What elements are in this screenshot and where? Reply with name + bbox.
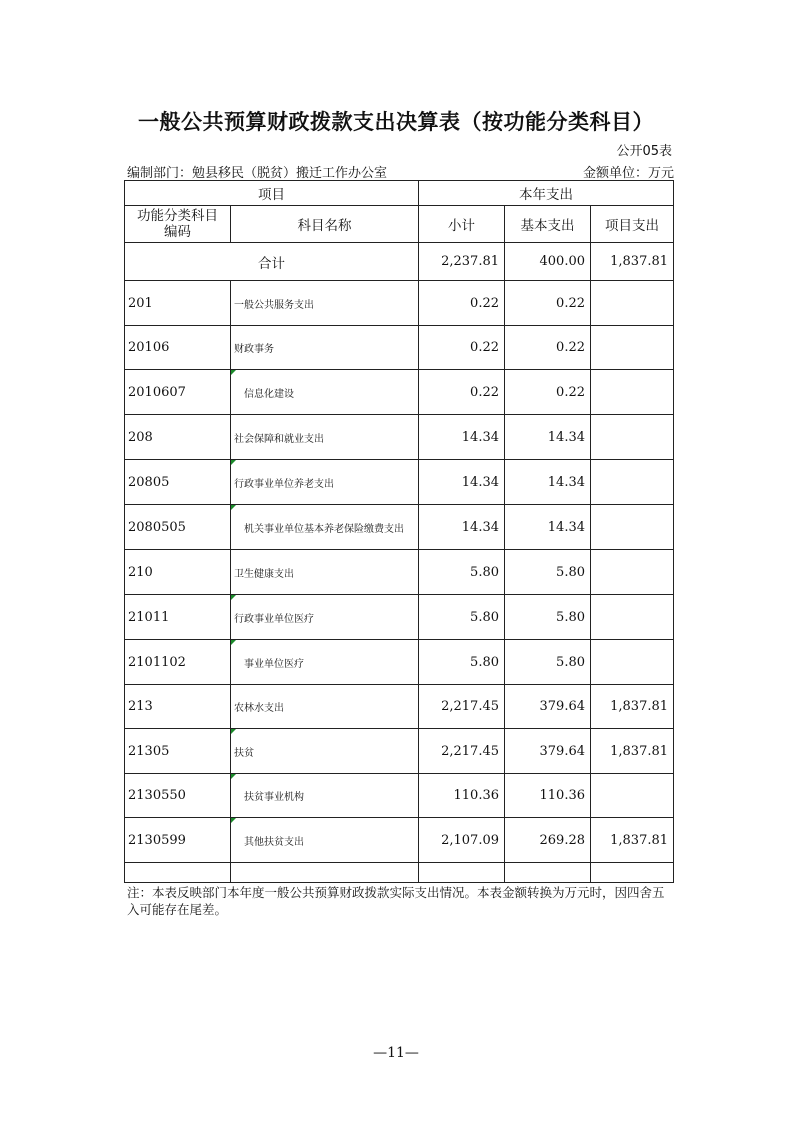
table-row — [125, 460, 674, 505]
row-name-text: 卫生健康支出 — [234, 568, 294, 580]
header-row-2 — [125, 206, 674, 243]
total-basic: 400.00 — [505, 243, 591, 281]
comment-marker-icon — [231, 818, 236, 823]
row-basic: 14.34 — [505, 505, 591, 550]
comment-marker-icon — [231, 595, 236, 600]
row-name-text: 其他扶贫支出 — [244, 836, 304, 848]
row-subtotal: 5.80 — [419, 595, 505, 640]
header-name: 科目名称 — [231, 206, 419, 243]
row-name — [231, 326, 419, 370]
row-name — [231, 281, 419, 326]
row-name-text: 财政事务 — [234, 344, 274, 355]
unit-row — [127, 162, 674, 180]
table-row — [125, 370, 674, 415]
row-name-text: 一般公共服务支出 — [234, 299, 314, 311]
header-annual: 本年支出 — [419, 181, 674, 206]
table-row — [125, 640, 674, 685]
row-subtotal: 0.22 — [419, 326, 505, 370]
row-project — [591, 505, 674, 550]
total-row — [125, 243, 674, 281]
row-subtotal: 5.80 — [419, 550, 505, 595]
header-code: 功能分类科目编码 — [125, 206, 231, 243]
header-row-1 — [125, 181, 674, 206]
row-name — [231, 818, 419, 863]
row-subtotal: 14.34 — [419, 505, 505, 550]
comment-marker-icon — [231, 460, 236, 465]
header-item: 项目 — [125, 181, 419, 206]
row-name — [231, 460, 419, 505]
row-basic: 379.64 — [505, 729, 591, 774]
footnote: 注：本表反映部门本年度一般公共预算财政拨款实际支出情况。本表金额转换为万元时，因四舍五入可能存在尾差。 — [127, 885, 665, 917]
row-code: 20106 — [125, 326, 231, 370]
row-code: 20805 — [125, 460, 231, 505]
table-row — [125, 550, 674, 595]
comment-marker-icon — [231, 505, 236, 510]
row-name-text: 信息化建设 — [244, 388, 294, 400]
row-code: 2080505 — [125, 505, 231, 550]
header-project: 项目支出 — [591, 206, 674, 243]
row-name — [231, 640, 419, 685]
row-code: 21305 — [125, 729, 231, 774]
row-project — [591, 550, 674, 595]
empty-row — [125, 863, 674, 883]
row-basic: 379.64 — [505, 685, 591, 729]
row-basic: 14.34 — [505, 415, 591, 460]
row-name-text: 机关事业单位基本养老保险缴费支出 — [244, 523, 404, 535]
row-name-text: 行政事业单位养老支出 — [234, 478, 334, 490]
row-name-text: 扶贫事业机构 — [244, 792, 304, 803]
comment-marker-icon — [231, 640, 236, 645]
row-project — [591, 326, 674, 370]
table-row — [125, 281, 674, 326]
row-subtotal: 14.34 — [419, 415, 505, 460]
row-basic: 0.22 — [505, 370, 591, 415]
header-subtotal: 小计 — [419, 206, 505, 243]
row-project — [591, 370, 674, 415]
table-row — [125, 685, 674, 729]
empty-cell — [125, 863, 231, 883]
row-project: 1,837.81 — [591, 685, 674, 729]
table-row — [125, 729, 674, 774]
row-project — [591, 460, 674, 505]
form-number: 公开05表 — [616, 144, 672, 159]
row-subtotal: 0.22 — [419, 370, 505, 415]
row-project: 1,837.81 — [591, 818, 674, 863]
row-code: 2130550 — [125, 774, 231, 818]
empty-cell — [505, 863, 591, 883]
empty-cell — [419, 863, 505, 883]
row-subtotal: 2,107.09 — [419, 818, 505, 863]
row-project: 1,837.81 — [591, 729, 674, 774]
row-name — [231, 505, 419, 550]
row-name-text: 社会保障和就业支出 — [234, 433, 324, 445]
row-code: 208 — [125, 415, 231, 460]
table-row — [125, 818, 674, 863]
row-code: 21011 — [125, 595, 231, 640]
row-basic: 5.80 — [505, 595, 591, 640]
empty-cell — [591, 863, 674, 883]
row-project — [591, 774, 674, 818]
row-code: 201 — [125, 281, 231, 326]
row-subtotal: 14.34 — [419, 460, 505, 505]
row-name — [231, 415, 419, 460]
row-subtotal: 0.22 — [419, 281, 505, 326]
row-name-text: 行政事业单位医疗 — [234, 613, 314, 625]
row-code: 210 — [125, 550, 231, 595]
budget-table — [124, 180, 674, 883]
row-code: 2101102 — [125, 640, 231, 685]
table-row — [125, 595, 674, 640]
comment-marker-icon — [231, 729, 236, 734]
row-name — [231, 550, 419, 595]
row-project — [591, 281, 674, 326]
row-code: 213 — [125, 685, 231, 729]
row-subtotal: 2,217.45 — [419, 729, 505, 774]
row-basic: 269.28 — [505, 818, 591, 863]
row-project — [591, 415, 674, 460]
total-project: 1,837.81 — [591, 243, 674, 281]
row-basic: 14.34 — [505, 460, 591, 505]
row-name-text: 农林水支出 — [234, 703, 284, 714]
row-subtotal: 2,217.45 — [419, 685, 505, 729]
empty-cell — [231, 863, 419, 883]
row-basic: 5.80 — [505, 550, 591, 595]
row-name-text: 事业单位医疗 — [244, 658, 304, 670]
row-name — [231, 370, 419, 415]
department-label: 编制部门：勉县移民（脱贫）搬迁工作办公室 — [127, 166, 388, 181]
row-subtotal: 5.80 — [419, 640, 505, 685]
row-subtotal: 110.36 — [419, 774, 505, 818]
row-name — [231, 729, 419, 774]
row-name — [231, 595, 419, 640]
row-name-text: 扶贫 — [234, 747, 254, 759]
total-label: 合计 — [125, 243, 419, 281]
table-row — [125, 505, 674, 550]
row-basic: 110.36 — [505, 774, 591, 818]
header-basic: 基本支出 — [505, 206, 591, 243]
row-code: 2010607 — [125, 370, 231, 415]
total-subtotal: 2,237.81 — [419, 243, 505, 281]
row-project — [591, 595, 674, 640]
row-basic: 0.22 — [505, 326, 591, 370]
table-row — [125, 326, 674, 370]
row-code: 2130599 — [125, 818, 231, 863]
table-row — [125, 415, 674, 460]
comment-marker-icon — [231, 370, 236, 375]
row-project — [591, 640, 674, 685]
table-row — [125, 774, 674, 818]
comment-marker-icon — [231, 774, 236, 779]
page-number: —11— — [373, 1045, 419, 1061]
row-name — [231, 774, 419, 818]
unit-label: 金额单位：万元 — [582, 166, 674, 181]
row-basic: 0.22 — [505, 281, 591, 326]
page-title: 一般公共预算财政拨款支出决算表（按功能分类科目） — [138, 110, 654, 134]
row-basic: 5.80 — [505, 640, 591, 685]
row-name — [231, 685, 419, 729]
